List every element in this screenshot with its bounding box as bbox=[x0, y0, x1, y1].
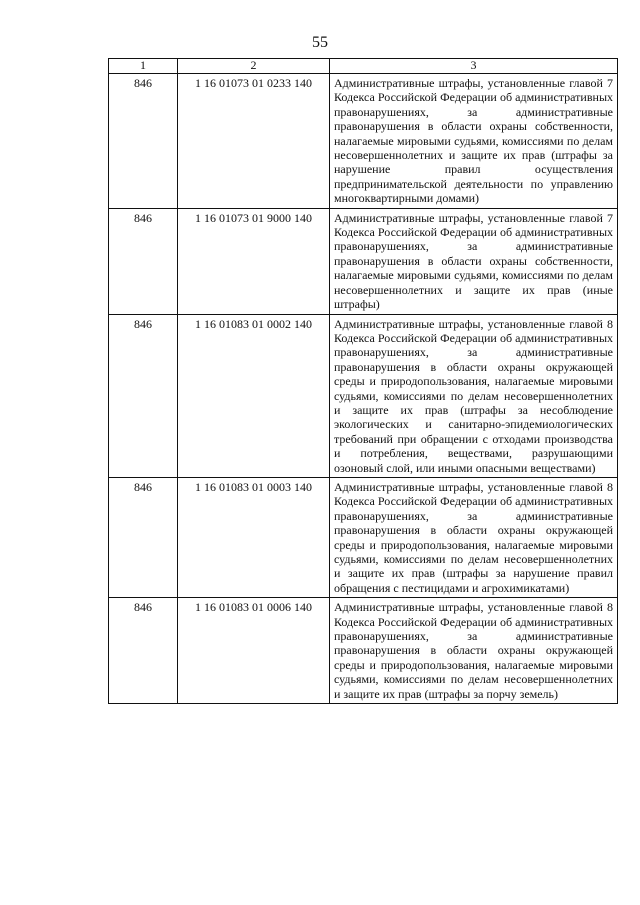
column-header-1: 1 bbox=[109, 59, 178, 74]
page-number: 55 bbox=[312, 34, 328, 51]
description-cell: Административные штрафы, установленные главой 8 Кодекса Российской Федерации об административных правонарушениях, за административные правонарушения в области охраны окружающей среды и природопользования, налагаемые мировыми судьями, комиссиями по делам несовершеннолетних и защите их прав (штрафы за несоблюдение экологических и санитарно-эпидемиологических требований при обращении с отходами производства и потребления, веществами, разрушающими озоновый слой, или иными опасными веществами) bbox=[330, 314, 618, 477]
document-table bbox=[108, 58, 618, 704]
table-header-row bbox=[109, 59, 618, 74]
table-row bbox=[109, 477, 618, 597]
admin-code-cell: 846 bbox=[109, 208, 178, 314]
description-cell: Административные штрафы, установленные главой 8 Кодекса Российской Федерации об административных правонарушениях, за административные правонарушения в области охраны окружающей среды и природопользования, налагаемые мировыми судьями, комиссиями по делам несовершеннолетних и защите их прав (штрафы за нарушение правил обращения с пестицидами и агрохимикатами) bbox=[330, 477, 618, 597]
admin-code-cell: 846 bbox=[109, 598, 178, 704]
description-cell: Административные штрафы, установленные главой 7 Кодекса Российской Федерации об административных правонарушениях, за административные правонарушения в области охраны собственности, налагаемые мировыми судьями, комиссиями по делам несовершеннолетних и защите их прав (штрафы за нарушение правил осуществления предпринимательской деятельности по управлению многоквартирными домами) bbox=[330, 74, 618, 209]
column-header-3: 3 bbox=[330, 59, 618, 74]
table-row bbox=[109, 74, 618, 209]
budget-code-cell: 1 16 01073 01 9000 140 bbox=[178, 208, 330, 314]
admin-code-cell: 846 bbox=[109, 74, 178, 209]
table-row bbox=[109, 314, 618, 477]
table-row bbox=[109, 208, 618, 314]
budget-code-cell: 1 16 01083 01 0006 140 bbox=[178, 598, 330, 704]
description-cell: Административные штрафы, установленные главой 8 Кодекса Российской Федерации об административных правонарушениях, за административные правонарушения в области охраны окружающей среды и природопользования, налагаемые мировыми судьями, комиссиями по делам несовершеннолетних и защите их прав (штрафы за порчу земель) bbox=[330, 598, 618, 704]
table-row bbox=[109, 598, 618, 704]
description-cell: Административные штрафы, установленные главой 7 Кодекса Российской Федерации об административных правонарушениях, за административные правонарушения в области охраны собственности, налагаемые мировыми судьями, комиссиями по делам несовершеннолетних и защите их прав (иные штрафы) bbox=[330, 208, 618, 314]
admin-code-cell: 846 bbox=[109, 477, 178, 597]
admin-code-cell: 846 bbox=[109, 314, 178, 477]
budget-code-cell: 1 16 01083 01 0003 140 bbox=[178, 477, 330, 597]
column-header-2: 2 bbox=[178, 59, 330, 74]
budget-code-cell: 1 16 01073 01 0233 140 bbox=[178, 74, 330, 209]
budget-code-cell: 1 16 01083 01 0002 140 bbox=[178, 314, 330, 477]
